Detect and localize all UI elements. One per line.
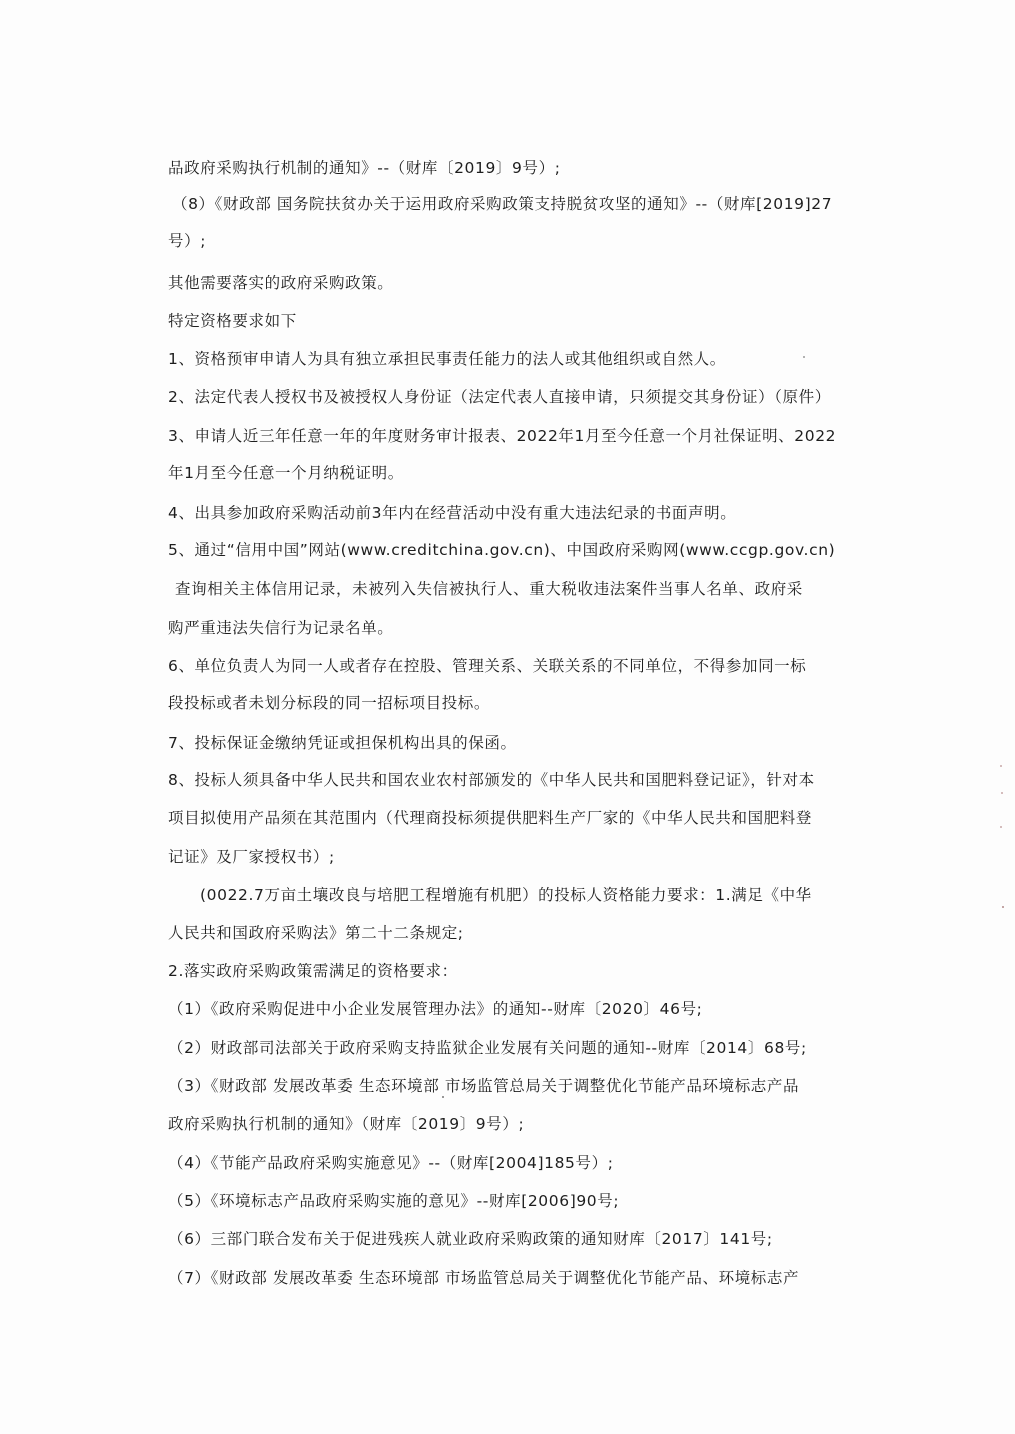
- text-line: 段投标或者未划分标段的同一招标项目投标。: [168, 694, 491, 712]
- text-line: 人民共和国政府采购法》第二十二条规定;: [168, 924, 464, 942]
- text-line: (0022.7万亩土壤改良与培肥工程增施有机肥）的投标人资格能力要求：1.满足《中华: [200, 886, 812, 904]
- scan-speck: [442, 1096, 444, 1098]
- text-line: （6）三部门联合发布关于促进残疾人就业政府采购政策的通知财库〔2017〕141号;: [168, 1230, 773, 1248]
- text-line: 7、投标保证金缴纳凭证或担保机构出具的保函。: [168, 734, 517, 752]
- text-line: 其他需要落实的政府采购政策。: [168, 274, 394, 292]
- text-line: （7）《财政部 发展改革委 生态环境部 市场监管总局关于调整优化节能产品、环境标志产: [168, 1269, 800, 1287]
- text-line: 5、通过“信用中国”网站(www.creditchina.gov.cn)、中国政府采购网(www.ccgp.gov.cn): [168, 541, 836, 559]
- text-line: 8、投标人须具备中华人民共和国农业农村部颁发的《中华人民共和国肥料登记证》，针对本: [168, 771, 815, 789]
- text-line: 查询相关主体信用记录，未被列入失信被执行人、重大税收违法案件当事人名单、政府采: [175, 580, 803, 598]
- text-line: 品政府采购执行机制的通知》--（财库〔2019〕9号）;: [168, 159, 561, 177]
- text-line: 记证》及厂家授权书）;: [168, 848, 335, 866]
- text-line: 购严重违法失信行为记录名单。: [168, 619, 394, 637]
- text-line: （8）《财政部 国务院扶贫办关于运用政府采购政策支持脱贫攻坚的通知》--（财库[2019]27: [172, 195, 833, 213]
- scan-speck: [1000, 765, 1002, 767]
- text-line: 1、资格预审申请人为具有独立承担民事责任能力的法人或其他组织或自然人。: [168, 350, 726, 368]
- text-line: 年1月至今任意一个月纳税证明。: [168, 464, 404, 482]
- scan-speck: [1000, 826, 1002, 828]
- text-line: 项目拟使用产品须在其范围内（代理商投标须提供肥料生产厂家的《中华人民共和国肥料登: [168, 809, 813, 827]
- text-line: （1）《政府采购促进中小企业发展管理办法》的通知--财库〔2020〕46号;: [168, 1000, 703, 1018]
- text-line: 2、法定代表人授权书及被授权人身份证（法定代表人直接申请，只须提交其身份证）（原件）: [168, 388, 831, 406]
- text-line: 2.落实政府采购政策需满足的资格要求：: [168, 962, 458, 980]
- text-line: 特定资格要求如下: [168, 312, 297, 330]
- text-line: （5）《环境标志产品政府采购实施的意见》--财库[2006]90号;: [168, 1192, 620, 1210]
- scan-speck: [803, 356, 805, 358]
- text-line: （3）《财政部 发展改革委 生态环境部 市场监管总局关于调整优化节能产品环境标志产品: [168, 1077, 800, 1095]
- text-line: 号）;: [168, 232, 207, 250]
- text-line: 4、出具参加政府采购活动前3年内在经营活动中没有重大违法纪录的书面声明。: [168, 504, 737, 522]
- text-line: 6、单位负责人为同一人或者存在控股、管理关系、关联关系的不同单位，不得参加同一标: [168, 657, 807, 675]
- text-line: 政府采购执行机制的通知》（财库〔2019〕9号）;: [168, 1115, 525, 1133]
- text-line: 3、申请人近三年任意一年的年度财务审计报表、2022年1月至今任意一个月社保证明、2022: [168, 427, 837, 445]
- scan-speck: [1002, 906, 1004, 908]
- scan-speck: [1001, 792, 1003, 794]
- text-line: （2）财政部司法部关于政府采购支持监狱企业发展有关问题的通知--财库〔2014〕68号;: [168, 1039, 807, 1057]
- text-line: （4）《节能产品政府采购实施意见》--（财库[2004]185号）;: [168, 1154, 614, 1172]
